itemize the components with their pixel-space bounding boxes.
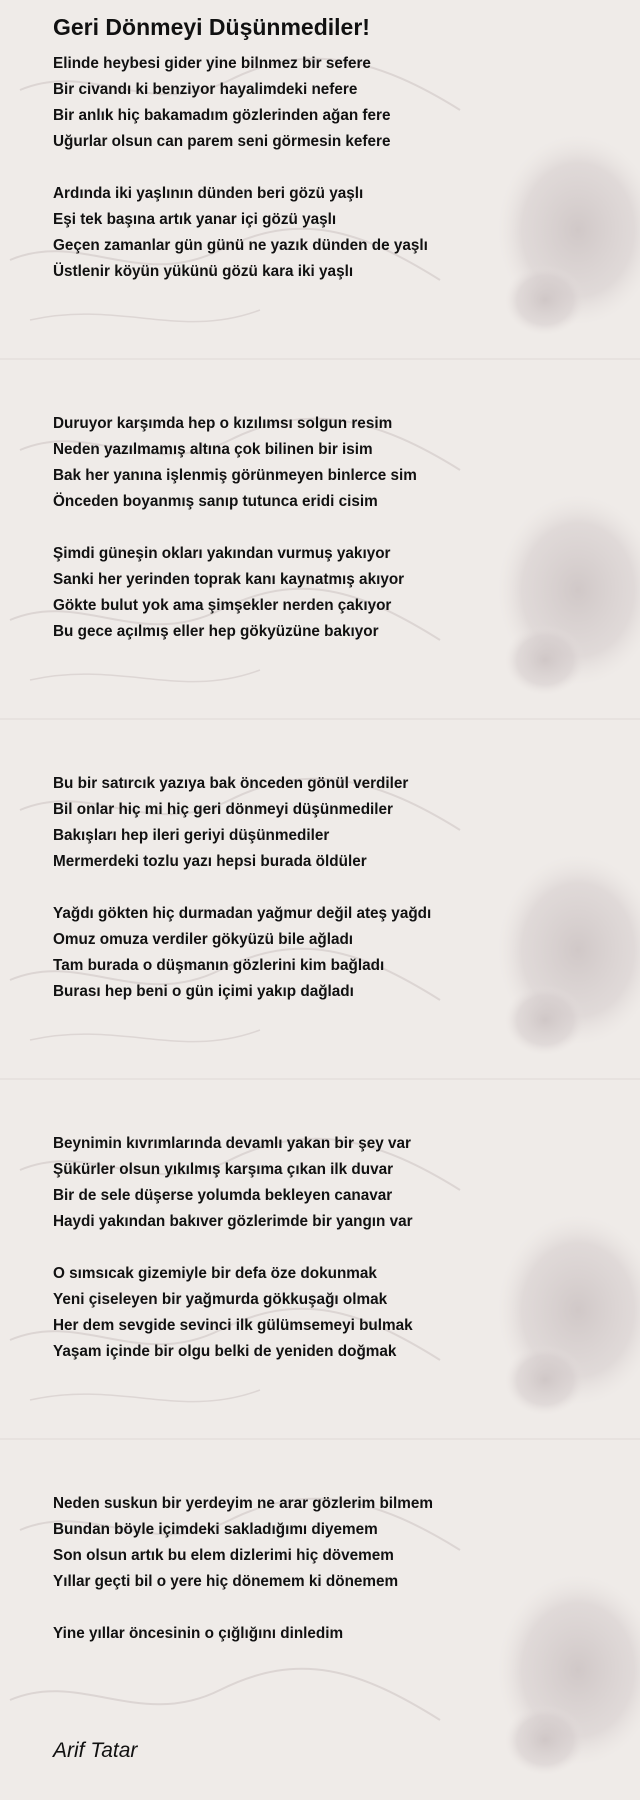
stanza-8 bbox=[53, 1261, 413, 1365]
poem-line: Geçen zamanlar gün günü ne yazık dünden de yaşlı bbox=[53, 237, 428, 254]
poem-title: Geri Dönmeyi Düşünmediler! bbox=[53, 14, 370, 40]
poem-line: Neden yazılmamış altına çok bilinen bir isim bbox=[53, 441, 373, 458]
poem-line: Neden suskun bir yerdeyim ne arar gözlerim bilmem bbox=[53, 1495, 434, 1512]
poem-line: Omuz omuza verdiler gökyüzü bile ağladı bbox=[53, 931, 354, 948]
stanza-6 bbox=[53, 901, 431, 1005]
stanza-9 bbox=[53, 1491, 433, 1595]
stanza-7 bbox=[53, 1131, 413, 1235]
poem-line: O sımsıcak gizemiyle bir defa öze dokunmak bbox=[53, 1265, 377, 1282]
poem-line: Mermerdeki tozlu yazı hepsi burada öldüler bbox=[53, 853, 367, 870]
poem-line: Bundan böyle içimdeki sakladığımı diyemem bbox=[53, 1521, 378, 1538]
poem-line: Üstlenir köyün yükünü gözü kara iki yaşlı bbox=[53, 263, 354, 280]
poem-line: Burası hep beni o gün içimi yakıp dağladı bbox=[53, 983, 354, 1000]
poem-line: Bu gece açılmış eller hep gökyüzüne bakıyor bbox=[53, 623, 379, 640]
poem-line: Her dem sevgide sevinci ilk gülümsemeyi bulmak bbox=[53, 1317, 413, 1334]
poem-line: Bak her yanına işlenmiş görünmeyen binlerce sim bbox=[53, 467, 417, 484]
poem-line: Bir de sele düşerse yolumda bekleyen canavar bbox=[53, 1187, 393, 1204]
poem-line: Yağdı gökten hiç durmadan yağmur değil ateş yağdı bbox=[53, 905, 432, 922]
poem-line: Şükürler olsun yıkılmış karşıma çıkan ilk duvar bbox=[53, 1161, 394, 1178]
poem-line: Tam burada o düşmanın gözlerini kim bağladı bbox=[53, 957, 385, 974]
poem-line: Yaşam içinde bir olgu belki de yeniden doğmak bbox=[53, 1343, 397, 1360]
stanza-5 bbox=[53, 771, 408, 875]
poem-line: Elinde heybesi gider yine bilnmez bir sefere bbox=[53, 55, 371, 72]
poem-line: Bir civandı ki benziyor hayalimdeki nefere bbox=[53, 81, 358, 98]
poem-line: Sanki her yerinden toprak kanı kaynatmış akıyor bbox=[53, 571, 405, 588]
poem-line: Duruyor karşımda hep o kızılımsı solgun resim bbox=[53, 415, 393, 432]
poem-line: Haydi yakından bakıver gözlerimde bir yangın var bbox=[53, 1213, 413, 1230]
poem-line: Bakışları hep ileri geriyi düşünmediler bbox=[53, 827, 330, 844]
stanza-10 bbox=[53, 1621, 343, 1647]
poem-line: Gökte bulut yok ama şimşekler nerden çakıyor bbox=[53, 597, 392, 614]
poem-line: Beynimin kıvrımlarında devamlı yakan bir şey var bbox=[53, 1135, 411, 1152]
poem-line: Yeni çiseleyen bir yağmurda gökkuşağı olmak bbox=[53, 1291, 388, 1308]
poem-line: Bu bir satırcık yazıya bak önceden gönül verdiler bbox=[53, 775, 409, 792]
stanza-4 bbox=[53, 541, 404, 645]
poem-line: Eşi tek başına artık yanar içi gözü yaşlı bbox=[53, 211, 337, 228]
stanza-1 bbox=[53, 51, 391, 155]
author-name: Arif Tatar bbox=[53, 1739, 138, 1762]
poem-line: Son olsun artık bu elem dizlerimi hiç dövemem bbox=[53, 1547, 394, 1564]
poem-line: Uğurlar olsun can parem seni görmesin kefere bbox=[53, 133, 391, 150]
poem-line: Bil onlar hiç mi hiç geri dönmeyi düşünmediler bbox=[53, 801, 393, 818]
stanza-3 bbox=[53, 411, 417, 515]
poem-line: Yine yıllar öncesinin o çığlığını dinledim bbox=[53, 1625, 344, 1642]
stanza-2 bbox=[53, 181, 428, 285]
poem-line: Bir anlık hiç bakamadım gözlerinden ağan fere bbox=[53, 107, 391, 124]
poem-line: Yıllar geçti bil o yere hiç dönemem ki dönemem bbox=[53, 1573, 399, 1590]
poem-line: Ardında iki yaşlının dünden beri gözü yaşlı bbox=[53, 185, 364, 202]
poem-line: Önceden boyanmış sanıp tutunca eridi cisim bbox=[53, 493, 378, 510]
poem-line: Şimdi güneşin okları yakından vurmuş yakıyor bbox=[53, 545, 391, 562]
